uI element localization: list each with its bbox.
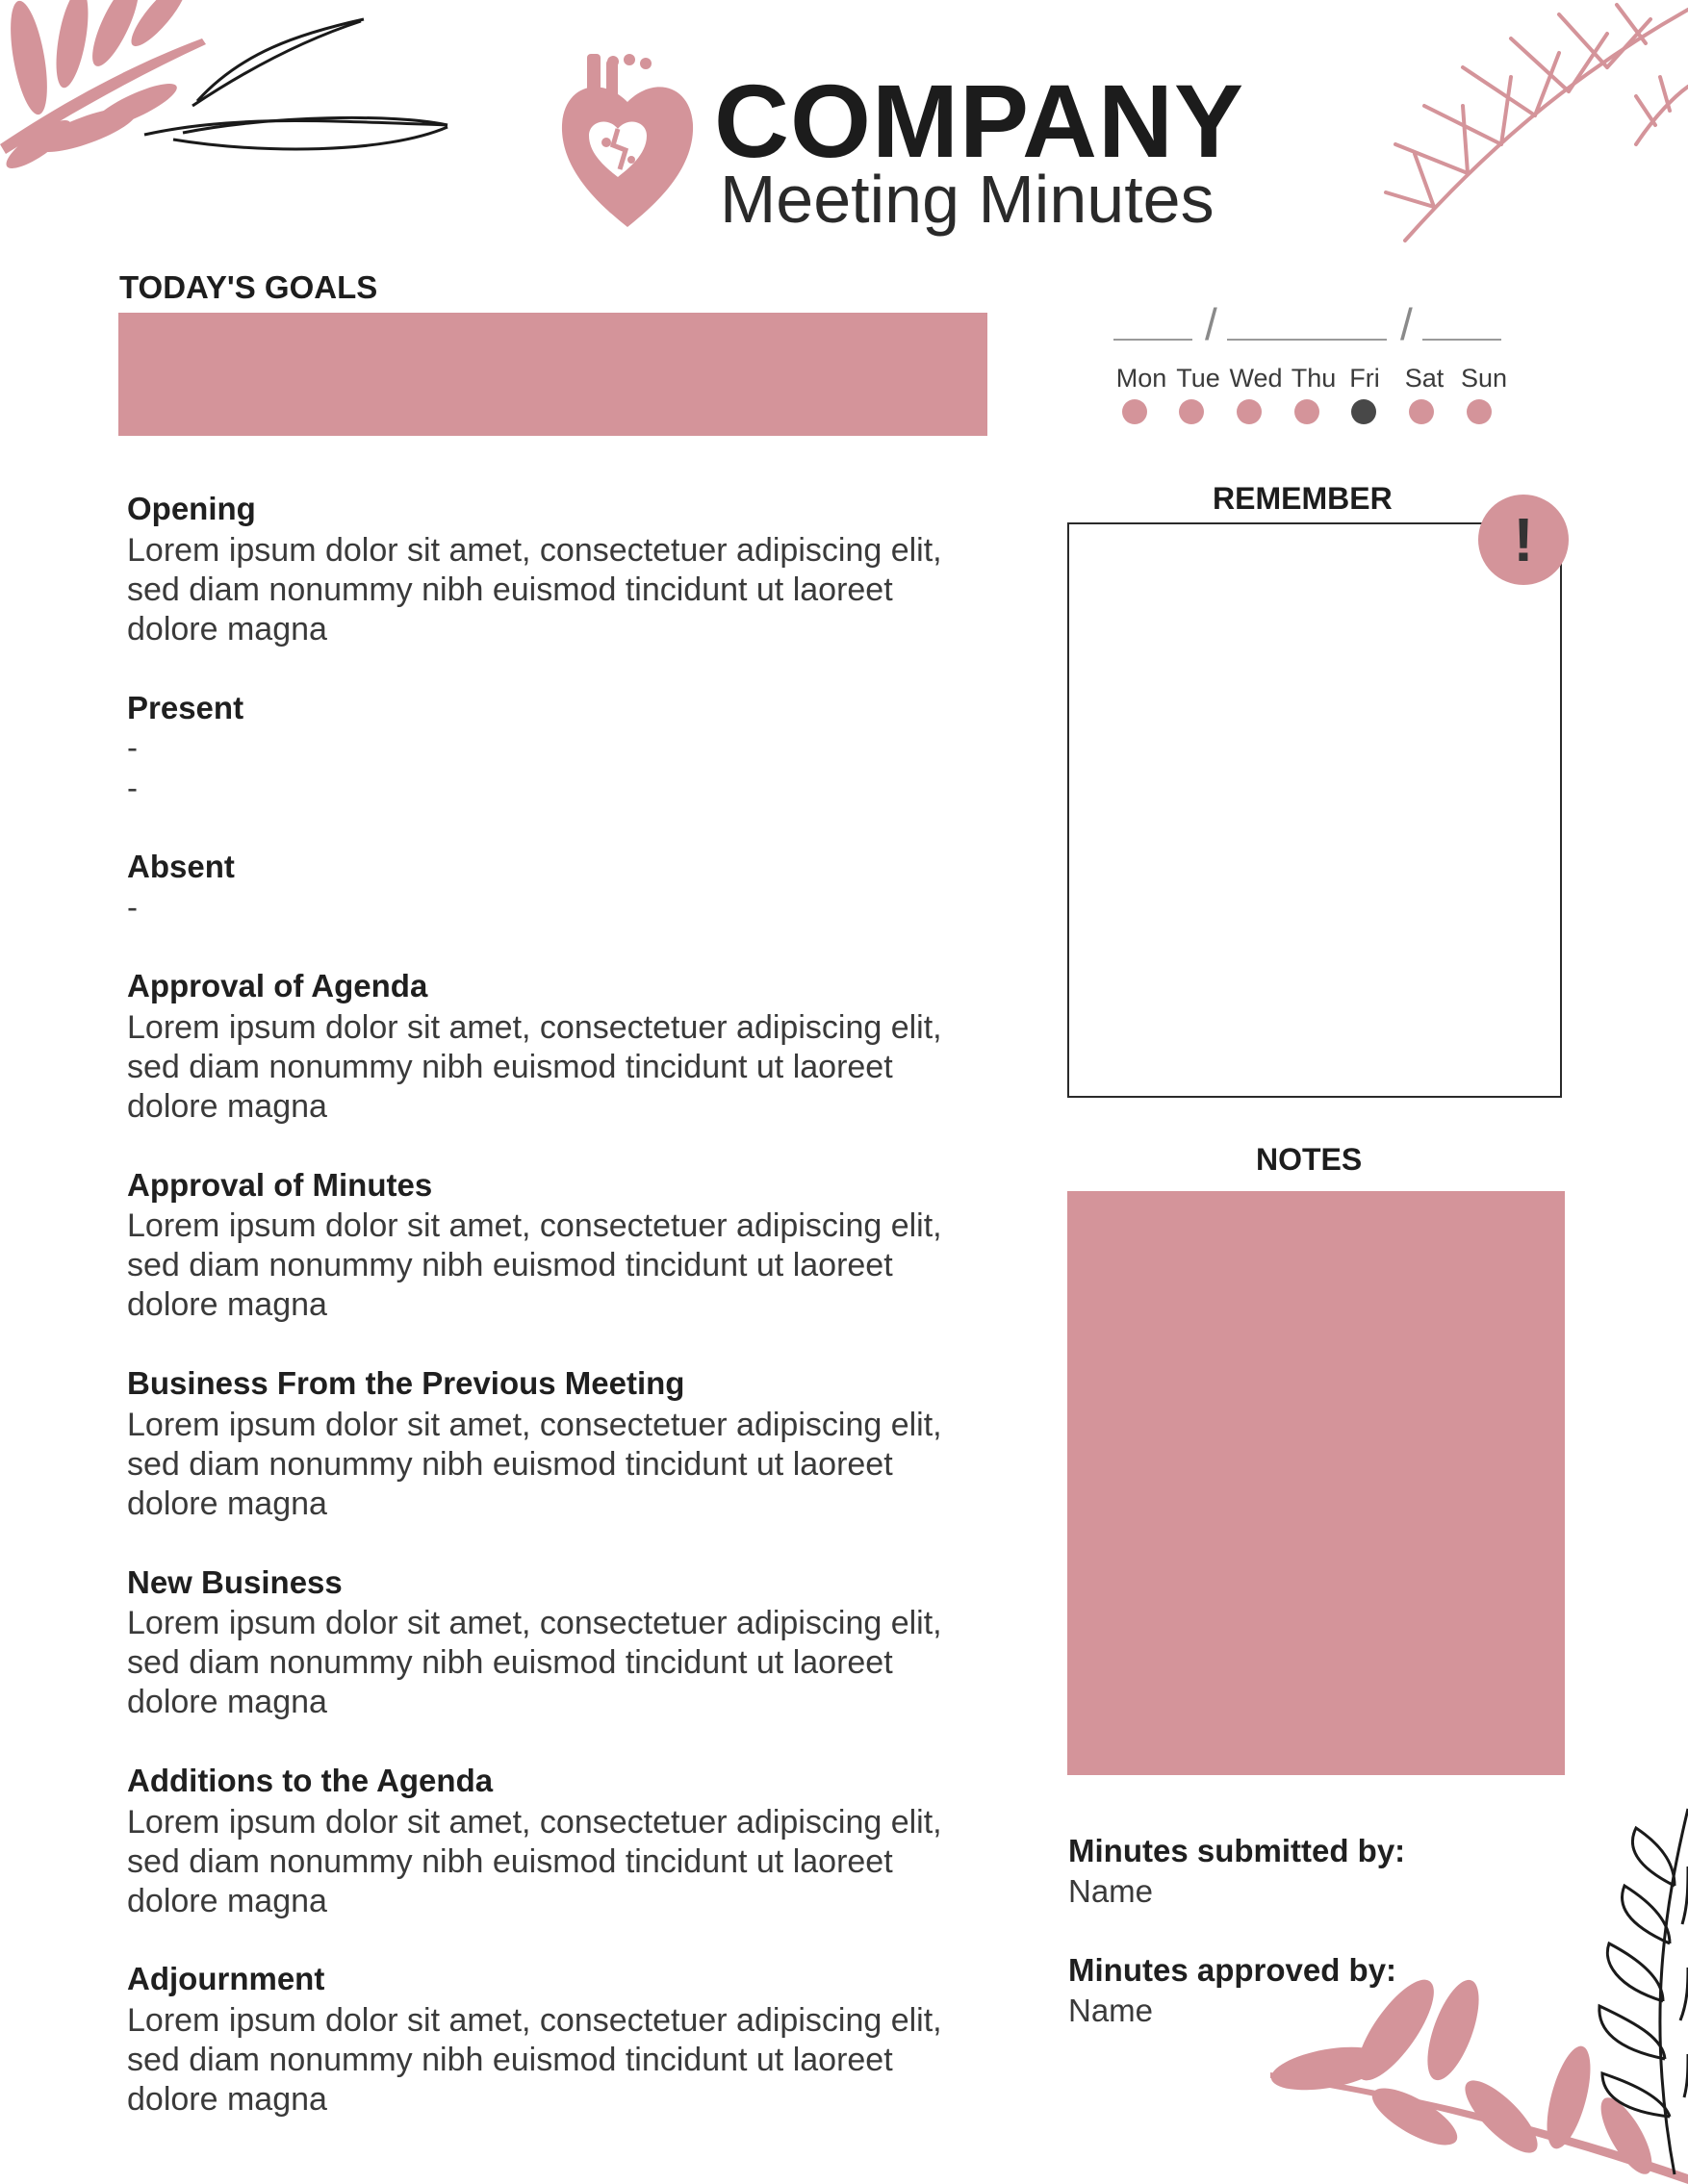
weekday-dot-wed[interactable] xyxy=(1237,399,1262,424)
date-month-field[interactable] xyxy=(1227,339,1387,341)
approval-agenda-body: Lorem ipsum dolor sit amet, consectetuer adipiscing elit, sed diam nonummy nibh euismod tincidunt ut laoreet dolore magna xyxy=(127,1009,942,1125)
absent-heading: Absent xyxy=(127,849,235,884)
opening-heading: Opening xyxy=(127,491,256,526)
weekday-dot-fri[interactable] xyxy=(1351,399,1376,424)
document-subtitle: Meeting Minutes xyxy=(720,162,1215,237)
weekday-dot-sun[interactable] xyxy=(1467,399,1492,424)
submitted-by-name[interactable]: Name xyxy=(1068,1873,1154,1909)
approval-minutes-body: Lorem ipsum dolor sit amet, consectetuer adipiscing elit, sed diam nonummy nibh euismod tincidunt ut laoreet dolore magna xyxy=(127,1207,942,1323)
notes-label: NOTES xyxy=(1256,1142,1363,1177)
exclamation-icon: ! xyxy=(1513,505,1534,574)
date-day-field[interactable] xyxy=(1113,339,1192,341)
weekday-label-thu: Thu xyxy=(1291,364,1337,393)
approved-by-name[interactable]: Name xyxy=(1068,1993,1154,2028)
previous-business-heading: Business From the Previous Meeting xyxy=(127,1365,685,1401)
absent-entry: - xyxy=(127,889,138,925)
leaf-decoration-top-left-icon xyxy=(0,0,462,192)
present-entry: - xyxy=(127,770,138,805)
opening-body: Lorem ipsum dolor sit amet, consectetuer adipiscing elit, sed diam nonummy nibh euismod tincidunt ut laoreet dolore magna xyxy=(127,532,942,648)
approval-agenda-heading: Approval of Agenda xyxy=(127,968,428,1003)
adjournment-heading: Adjournment xyxy=(127,1961,325,1996)
new-business-body: Lorem ipsum dolor sit amet, consectetuer adipiscing elit, sed diam nonummy nibh euismod tincidunt ut laoreet dolore magna xyxy=(127,1605,942,1720)
alert-badge xyxy=(1478,495,1569,585)
remember-label: REMEMBER xyxy=(1213,481,1393,516)
todays-goals-field[interactable] xyxy=(118,313,987,436)
heart-puzzle-icon xyxy=(560,54,695,232)
weekday-dot-tue[interactable] xyxy=(1179,399,1204,424)
weekday-label-sat: Sat xyxy=(1404,364,1445,393)
present-heading: Present xyxy=(127,690,244,725)
notes-field[interactable] xyxy=(1067,1191,1565,1775)
weekday-label-sun: Sun xyxy=(1460,364,1508,393)
weekday-label-tue: Tue xyxy=(1176,364,1220,393)
additions-body: Lorem ipsum dolor sit amet, consectetuer adipiscing elit, sed diam nonummy nibh euismod tincidunt ut laoreet dolore magna xyxy=(127,1804,942,1919)
date-year-field[interactable] xyxy=(1422,339,1501,341)
weekday-label-fri: Fri xyxy=(1349,364,1380,393)
present-entry: - xyxy=(127,729,138,765)
weekday-label-mon: Mon xyxy=(1115,364,1167,393)
approval-minutes-heading: Approval of Minutes xyxy=(127,1167,433,1203)
todays-goals-label: TODAY'S GOALS xyxy=(119,269,378,305)
remember-field[interactable] xyxy=(1067,522,1562,1098)
weekday-dot-thu[interactable] xyxy=(1294,399,1319,424)
date-separator: / xyxy=(1400,299,1413,349)
submitted-by-label: Minutes submitted by: xyxy=(1068,1833,1406,1868)
previous-business-body: Lorem ipsum dolor sit amet, consectetuer adipiscing elit, sed diam nonummy nibh euismod tincidunt ut laoreet dolore magna xyxy=(127,1407,942,1522)
adjournment-body: Lorem ipsum dolor sit amet, consectetuer adipiscing elit, sed diam nonummy nibh euismod tincidunt ut laoreet dolore magna xyxy=(127,2002,942,2118)
weekday-label-wed: Wed xyxy=(1229,364,1283,393)
weekday-dot-mon[interactable] xyxy=(1122,399,1147,424)
additions-heading: Additions to the Agenda xyxy=(127,1763,494,1798)
company-title: COMPANY xyxy=(714,63,1245,179)
date-separator: / xyxy=(1205,299,1217,349)
new-business-heading: New Business xyxy=(127,1564,343,1600)
approved-by-label: Minutes approved by: xyxy=(1068,1952,1397,1988)
weekday-dot-sat[interactable] xyxy=(1409,399,1434,424)
fern-decoration-top-right-icon xyxy=(1376,0,1688,250)
